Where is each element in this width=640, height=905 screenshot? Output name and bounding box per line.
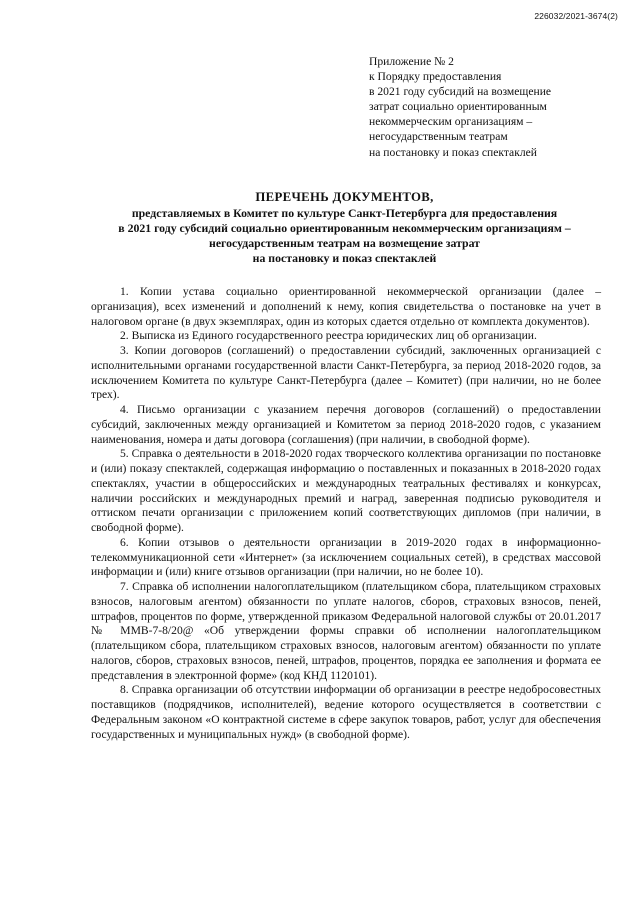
list-item: 1. Копии устава социально ориентированной некоммерческой организации (далее – организация), всех изменений и дополнений к нему, копия свидетельства о постановке на учет в налоговом органе (в двух экземплярах, один из которых сдается отдельно от комплекта документов). bbox=[91, 285, 601, 328]
document-subtitle-line: негосударственным театрам на возмещение затрат bbox=[209, 235, 480, 250]
document-subtitle-line: представляемых в Комитет по культуре Санкт-Петербурга для предоставления bbox=[131, 205, 558, 220]
list-item: 8. Справка организации об отсутствии информации об организации в реестре недобросовестных поставщиков (подрядчиков, исполнителей), ведение которого осуществляется в соответствии с Федеральным законом «О контрактной системе в сфере закупок товаров, работ, услуг для обеспечения государственных и муниципальных нужд» (в свободной форме). bbox=[91, 683, 601, 741]
list-item: 4. Письмо организации с указанием перечня договоров (соглашений) о предоставлении субсидий, заключенных между организацией и Комитетом за период 2018-2020 годов, с указанием наименования, номера и даты договора (соглашения) (при наличии, в свободной форме). bbox=[91, 403, 601, 446]
list-item: 5. Справка о деятельности в 2018-2020 годах творческого коллектива организации по постановке и (или) показу спектаклей, содержащая информацию о поставленных и показанных в 2018-2020 годах спектаклях, участии в общероссийских и международных театральных фестивалях и конкурсах, наличии российских и международных премий и наград, заверенная подписью руководителя и оттиском печати организации с приложением копий соответствующих дипломов (при наличии, в свободной форме). bbox=[91, 447, 601, 534]
appendix-line: негосударственным театрам bbox=[369, 130, 508, 144]
appendix-line: некоммерческим организациям – bbox=[369, 115, 533, 129]
document-title-block bbox=[88, 190, 601, 266]
document-number: 226032/2021-3674(2) bbox=[534, 11, 618, 21]
appendix-line: на постановку и показ спектаклей bbox=[369, 145, 537, 159]
appendix-line: к Порядку предоставления bbox=[369, 70, 502, 84]
appendix-block bbox=[369, 54, 619, 160]
list-item: 3. Копии договоров (соглашений) о предоставлении субсидий, заключенных организацией с исполнительными органами государственной власти Санкт-Петербурга, за период 2018-2020 годов, за исключением Комитета по культуре Санкт-Петербурга (далее – Комитет) (при наличии, но не более трех). bbox=[91, 344, 601, 402]
list-item: 2. Выписка из Единого государственного реестра юридических лиц об организации. bbox=[120, 329, 537, 343]
list-item: 6. Копии отзывов о деятельности организации в 2019-2020 годах в информационно-телекоммуникационной сети «Интернет» (за исключением социальных сетей), в средствах массовой информации и (или) книге отзывов организации (при наличии, но не более 10). bbox=[91, 535, 601, 579]
appendix-line: Приложение № 2 bbox=[369, 55, 454, 68]
document-title: ПЕРЕЧЕНЬ ДОКУМЕНТОВ, bbox=[255, 190, 434, 204]
document-list bbox=[91, 285, 601, 742]
document-subtitle-line: на постановку и показ спектаклей bbox=[252, 250, 437, 265]
appendix-line: затрат социально ориентированным bbox=[369, 100, 547, 114]
list-item: 7. Справка об исполнении налогоплательщиком (плательщиком сбора, плательщиком страховых взносов, налоговым агентом) обязанности по уплате налогов, сборов, страховых взносов, пеней, штрафов, процентов по форме, утвержденной приказом Федеральной налоговой службы от 20.01.2017 № ММВ-7-8/20@ «Об утверждении формы справки об исполнении налогоплательщиком (плательщиком сбора, плательщиком страховых взносов, налоговым агентом) обязанности по уплате налогов, сборов, страховых взносов, пеней, штрафов, процентов, порядка ее заполнения и формата ее представления в электронной форме» (код КНД 1120101). bbox=[91, 580, 601, 682]
appendix-line: в 2021 году субсидий на возмещение bbox=[369, 85, 552, 99]
document-subtitle-line: в 2021 году субсидий социально ориентированным некоммерческим организациям – bbox=[118, 220, 571, 235]
